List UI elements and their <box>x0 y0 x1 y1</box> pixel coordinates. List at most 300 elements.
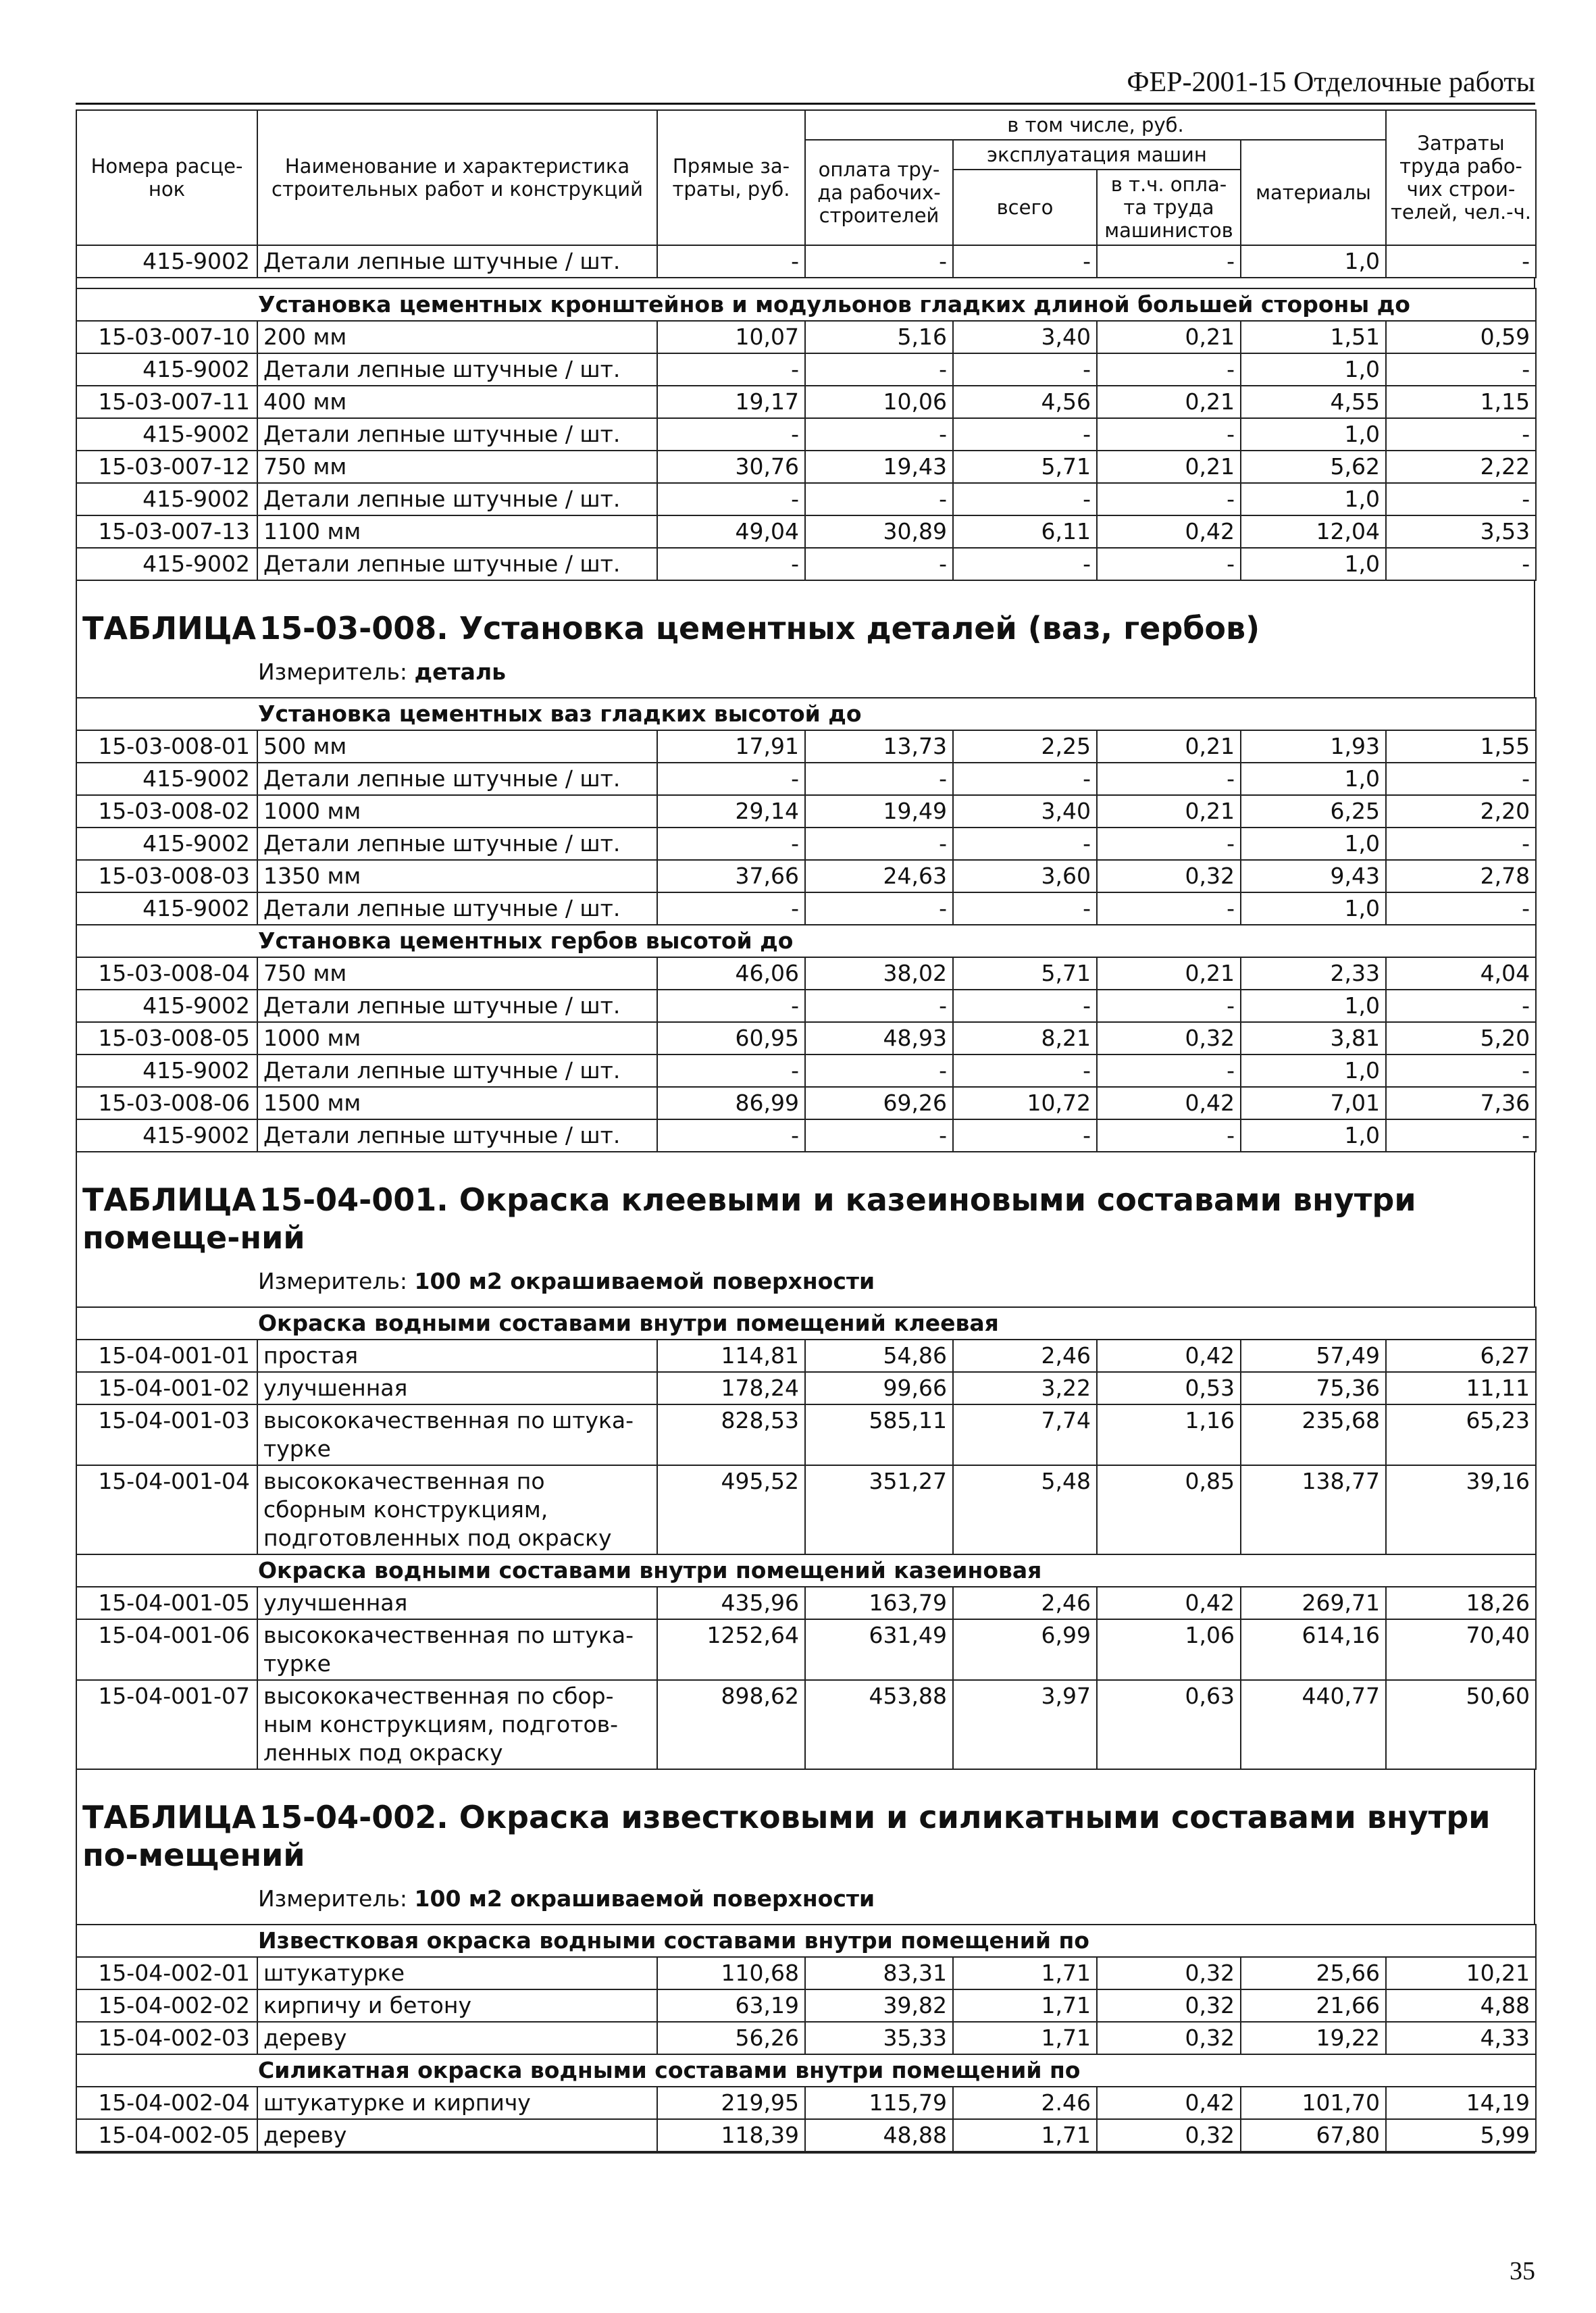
cell-name: 1100 мм <box>257 515 657 548</box>
section-title: Установка цементных ваз гладких высотой до <box>76 698 1536 730</box>
page-header: ФЕР-2001-15 Отделочные работы <box>1127 67 1535 98</box>
table-row <box>76 451 1536 483</box>
section-row <box>76 698 1536 730</box>
cell-direct: - <box>657 763 805 795</box>
col-header-machinists: в т.ч. опла-та труда машинистов <box>1097 170 1241 245</box>
cell-materials: 1,0 <box>1241 245 1386 278</box>
table-row <box>76 2022 1536 2054</box>
cell-code: 415-9002 <box>76 548 257 580</box>
cell-machinists: - <box>1097 763 1241 795</box>
cell-workers: - <box>1386 1119 1536 1152</box>
cell-workers: 2,20 <box>1386 795 1536 828</box>
table-row <box>76 548 1536 580</box>
cell-mach: - <box>953 245 1097 278</box>
cell-workers: 0,59 <box>1386 321 1536 353</box>
cell-direct: 29,14 <box>657 795 805 828</box>
cell-workers: - <box>1386 548 1536 580</box>
cell-workers: 4,04 <box>1386 957 1536 990</box>
cell-code: 15-04-002-05 <box>76 2119 257 2152</box>
cell-code: 415-9002 <box>76 990 257 1022</box>
cell-materials: 2,33 <box>1241 957 1386 990</box>
cell-workers: 18,26 <box>1386 1587 1536 1619</box>
cell-workers: - <box>1386 892 1536 925</box>
section-title: Окраска водными составами внутри помещений клеевая <box>76 1307 1536 1340</box>
cell-direct: 219,95 <box>657 2087 805 2119</box>
cell-code: 415-9002 <box>76 353 257 386</box>
cell-machinists: 0,32 <box>1097 2119 1241 2152</box>
cell-direct: 110,68 <box>657 1957 805 1989</box>
cell-direct: - <box>657 245 805 278</box>
table-row <box>76 1404 1536 1465</box>
cell-name: кирпичу и бетону <box>257 1989 657 2022</box>
cell-workers: 50,60 <box>1386 1680 1536 1769</box>
cell-labor: - <box>805 990 953 1022</box>
cell-direct: 118,39 <box>657 2119 805 2152</box>
cell-machinists: 0,42 <box>1097 1087 1241 1119</box>
cell-machinists: 0,32 <box>1097 1957 1241 1989</box>
col-header-workers: Затраты труда рабо-чих строи-телей, чел.-ч. <box>1386 110 1536 245</box>
cell-labor: 35,33 <box>805 2022 953 2054</box>
cell-name: 750 мм <box>257 957 657 990</box>
cell-name: Детали лепные штучные / шт. <box>257 1054 657 1087</box>
table-row <box>76 1340 1536 1372</box>
cell-labor: - <box>805 353 953 386</box>
cell-mach: 3,40 <box>953 795 1097 828</box>
cell-direct: - <box>657 548 805 580</box>
cell-name: 500 мм <box>257 730 657 763</box>
cell-labor: 24,63 <box>805 860 953 892</box>
table-row <box>76 2087 1536 2119</box>
cell-labor: 5,16 <box>805 321 953 353</box>
cell-workers: 11,11 <box>1386 1372 1536 1404</box>
cell-name: Детали лепные штучные / шт. <box>257 828 657 860</box>
cell-labor: 19,49 <box>805 795 953 828</box>
cell-mach: - <box>953 990 1097 1022</box>
section-row <box>76 288 1536 321</box>
cell-code: 415-9002 <box>76 763 257 795</box>
cell-materials: 1,0 <box>1241 1119 1386 1152</box>
table-title-text: 15-03-008. Установка цементных деталей (ваз, гербов) <box>259 610 1260 646</box>
cell-direct: 63,19 <box>657 1989 805 2022</box>
section-title: Установка цементных кронштейнов и модульонов гладких длиной большей стороны до <box>76 288 1536 321</box>
measure-label: Измеритель: <box>258 1885 408 1912</box>
cell-workers: 4,88 <box>1386 1989 1536 2022</box>
rate-table <box>76 278 1535 593</box>
cell-labor: 83,31 <box>805 1957 953 1989</box>
table-row <box>76 386 1536 418</box>
cell-machinists: 0,21 <box>1097 730 1241 763</box>
cell-code: 415-9002 <box>76 1054 257 1087</box>
cell-name: дереву <box>257 2022 657 2054</box>
cell-mach: 5,48 <box>953 1465 1097 1554</box>
cell-machinists: 0,32 <box>1097 1989 1241 2022</box>
cell-labor: - <box>805 1119 953 1152</box>
cell-materials: 5,62 <box>1241 451 1386 483</box>
cell-materials: 269,71 <box>1241 1587 1386 1619</box>
cell-mach: 6,99 <box>953 1619 1097 1680</box>
cell-machinists: - <box>1097 1119 1241 1152</box>
table-label: ТАБЛИЦА <box>82 1181 257 1218</box>
cell-machinists: - <box>1097 1054 1241 1087</box>
cell-workers: 4,33 <box>1386 2022 1536 2054</box>
cell-materials: 138,77 <box>1241 1465 1386 1554</box>
cell-direct: - <box>657 483 805 515</box>
cell-materials: 1,0 <box>1241 548 1386 580</box>
rate-table <box>76 1165 1535 1782</box>
table-title <box>76 1782 1535 1878</box>
cell-materials: 440,77 <box>1241 1680 1386 1769</box>
cell-code: 415-9002 <box>76 1119 257 1152</box>
cell-name: высококачественная по сборным конструкциям, подготовленных под окраску <box>257 1465 657 1554</box>
table-row <box>76 483 1536 515</box>
cell-mach: 1,71 <box>953 1957 1097 1989</box>
table-title-text: 15-04-001. Окраска клеевыми и казеиновыми составами внутри помеще-ний <box>82 1181 1416 1256</box>
cell-mach: - <box>953 828 1097 860</box>
cell-machinists: 0,32 <box>1097 2022 1241 2054</box>
cell-name: 750 мм <box>257 451 657 483</box>
cell-materials: 1,0 <box>1241 892 1386 925</box>
cell-machinists: 0,42 <box>1097 2087 1241 2119</box>
cell-name: улучшенная <box>257 1587 657 1619</box>
rate-grid <box>76 288 1537 581</box>
cell-code: 15-04-001-06 <box>76 1619 257 1680</box>
cell-labor: - <box>805 1054 953 1087</box>
cell-name: высококачественная по штука-турке <box>257 1404 657 1465</box>
section-title: Установка цементных гербов высотой до <box>76 925 1536 957</box>
cell-direct: - <box>657 828 805 860</box>
table-row <box>76 1587 1536 1619</box>
cell-materials: 12,04 <box>1241 515 1386 548</box>
table-title-text: 15-04-002. Окраска известковыми и силикатными составами внутри по-мещений <box>82 1799 1491 1873</box>
table-row <box>76 1619 1536 1680</box>
cell-direct: 17,91 <box>657 730 805 763</box>
cell-direct: 435,96 <box>657 1587 805 1619</box>
table-row <box>76 1087 1536 1119</box>
cell-direct: 30,76 <box>657 451 805 483</box>
measure-line <box>76 651 1535 697</box>
cell-code: 15-04-002-04 <box>76 2087 257 2119</box>
cell-labor: 48,88 <box>805 2119 953 2152</box>
cell-machinists: 0,53 <box>1097 1372 1241 1404</box>
cell-workers: 6,27 <box>1386 1340 1536 1372</box>
cell-materials: 1,0 <box>1241 353 1386 386</box>
cell-code: 15-03-008-05 <box>76 1022 257 1054</box>
cell-name: высококачественная по штука-турке <box>257 1619 657 1680</box>
cell-labor: 19,43 <box>805 451 953 483</box>
cell-code: 15-03-007-12 <box>76 451 257 483</box>
cell-mach: 8,21 <box>953 1022 1097 1054</box>
cell-direct: 60,95 <box>657 1022 805 1054</box>
cell-mach: 2,46 <box>953 1587 1097 1619</box>
cell-mach: 7,74 <box>953 1404 1097 1465</box>
cell-direct: 178,24 <box>657 1372 805 1404</box>
rate-grid <box>76 1924 1537 2152</box>
spacer <box>76 581 1535 593</box>
measure-value: 100 м2 окрашиваемой поверхности <box>414 1268 875 1294</box>
cell-labor: 13,73 <box>805 730 953 763</box>
cell-direct: 49,04 <box>657 515 805 548</box>
cell-materials: 4,55 <box>1241 386 1386 418</box>
cell-materials: 235,68 <box>1241 1404 1386 1465</box>
cell-workers: - <box>1386 1054 1536 1087</box>
cell-name: дереву <box>257 2119 657 2152</box>
table-title <box>76 1165 1535 1261</box>
cell-name: простая <box>257 1340 657 1372</box>
cell-mach: - <box>953 483 1097 515</box>
cell-name: Детали лепные штучные / шт. <box>257 418 657 451</box>
cell-machinists: 0,42 <box>1097 1587 1241 1619</box>
table-row <box>76 515 1536 548</box>
cell-name: 400 мм <box>257 386 657 418</box>
cell-code: 15-03-007-10 <box>76 321 257 353</box>
cell-machinists: 0,21 <box>1097 795 1241 828</box>
col-header-name: Наименование и характеристика строительных работ и конструкций <box>257 110 657 245</box>
cell-direct: - <box>657 1119 805 1152</box>
cell-code: 415-9002 <box>76 892 257 925</box>
cell-workers: 10,21 <box>1386 1957 1536 1989</box>
cell-workers: - <box>1386 245 1536 278</box>
cell-code: 15-03-007-13 <box>76 515 257 548</box>
table-row <box>76 1989 1536 2022</box>
cell-materials: 614,16 <box>1241 1619 1386 1680</box>
cell-labor: 30,89 <box>805 515 953 548</box>
cell-mach: 4,56 <box>953 386 1097 418</box>
cell-labor: 631,49 <box>805 1619 953 1680</box>
cell-machinists: 0,32 <box>1097 1022 1241 1054</box>
cell-machinists: 0,85 <box>1097 1465 1241 1554</box>
table-row <box>76 990 1536 1022</box>
cell-materials: 1,0 <box>1241 1054 1386 1087</box>
cell-materials: 101,70 <box>1241 2087 1386 2119</box>
cell-labor: 585,11 <box>805 1404 953 1465</box>
cell-code: 15-03-008-02 <box>76 795 257 828</box>
cell-code: 15-04-002-01 <box>76 1957 257 1989</box>
cell-labor: - <box>805 483 953 515</box>
cell-mach: - <box>953 1119 1097 1152</box>
cell-mach: 6,11 <box>953 515 1097 548</box>
table-row <box>76 1372 1536 1404</box>
cell-materials: 21,66 <box>1241 1989 1386 2022</box>
cell-machinists: 0,63 <box>1097 1680 1241 1769</box>
cell-materials: 25,66 <box>1241 1957 1386 1989</box>
col-header-machines-total: всего <box>953 170 1097 245</box>
cell-workers: - <box>1386 990 1536 1022</box>
cell-direct: 114,81 <box>657 1340 805 1372</box>
cell-name: 1350 мм <box>257 860 657 892</box>
cell-workers: 2,22 <box>1386 451 1536 483</box>
measure-line <box>76 1261 1535 1306</box>
cell-mach: 5,71 <box>953 957 1097 990</box>
cell-mach: - <box>953 548 1097 580</box>
table-row <box>76 2119 1536 2152</box>
col-header-materials: материалы <box>1241 140 1386 245</box>
cell-labor: 453,88 <box>805 1680 953 1769</box>
cell-code: 15-03-008-03 <box>76 860 257 892</box>
cell-workers: 70,40 <box>1386 1619 1536 1680</box>
cell-materials: 75,36 <box>1241 1372 1386 1404</box>
cell-direct: 495,52 <box>657 1465 805 1554</box>
cell-materials: 1,51 <box>1241 321 1386 353</box>
cell-materials: 1,0 <box>1241 483 1386 515</box>
cell-mach: 3,60 <box>953 860 1097 892</box>
cell-mach: 3,22 <box>953 1372 1097 1404</box>
cell-machinists: 0,21 <box>1097 386 1241 418</box>
cell-materials: 57,49 <box>1241 1340 1386 1372</box>
cell-code: 415-9002 <box>76 828 257 860</box>
table-row <box>76 1957 1536 1989</box>
cell-direct: - <box>657 1054 805 1087</box>
cell-code: 415-9002 <box>76 245 257 278</box>
cell-materials: 3,81 <box>1241 1022 1386 1054</box>
cell-mach: 5,71 <box>953 451 1097 483</box>
section-row <box>76 2054 1536 2087</box>
cell-code: 15-03-007-11 <box>76 386 257 418</box>
cell-workers: 3,53 <box>1386 515 1536 548</box>
cell-direct: 828,53 <box>657 1404 805 1465</box>
table-row <box>76 730 1536 763</box>
cell-name: Детали лепные штучные / шт. <box>257 245 657 278</box>
cell-labor: 115,79 <box>805 2087 953 2119</box>
table-row <box>76 1465 1536 1554</box>
cell-workers: 65,23 <box>1386 1404 1536 1465</box>
cell-labor: - <box>805 828 953 860</box>
cell-materials: 1,0 <box>1241 418 1386 451</box>
measure-label: Измеритель: <box>258 1268 408 1294</box>
cell-name: 1000 мм <box>257 795 657 828</box>
cell-mach: - <box>953 418 1097 451</box>
cell-name: Детали лепные штучные / шт. <box>257 990 657 1022</box>
column-header-table <box>76 109 1537 278</box>
section-row <box>76 1307 1536 1340</box>
cell-code: 415-9002 <box>76 418 257 451</box>
cell-mach: 2,25 <box>953 730 1097 763</box>
cell-machinists: - <box>1097 548 1241 580</box>
cell-name: 1500 мм <box>257 1087 657 1119</box>
cell-machinists: - <box>1097 892 1241 925</box>
cell-materials: 1,0 <box>1241 763 1386 795</box>
cell-direct: 19,17 <box>657 386 805 418</box>
cell-materials: 19,22 <box>1241 2022 1386 2054</box>
section-row <box>76 925 1536 957</box>
cell-materials: 1,0 <box>1241 828 1386 860</box>
cell-code: 15-04-001-03 <box>76 1404 257 1465</box>
cell-code: 15-04-001-04 <box>76 1465 257 1554</box>
cell-labor: 39,82 <box>805 1989 953 2022</box>
cell-mach: - <box>953 1054 1097 1087</box>
measure-value: деталь <box>414 659 506 685</box>
table-row <box>76 795 1536 828</box>
spacer <box>76 278 1535 288</box>
cell-name: Детали лепные штучные / шт. <box>257 892 657 925</box>
cell-mach: 2,46 <box>953 1340 1097 1372</box>
measure-line <box>76 1878 1535 1924</box>
cell-labor: 38,02 <box>805 957 953 990</box>
cell-mach: 3,40 <box>953 321 1097 353</box>
cell-machinists: 0,21 <box>1097 321 1241 353</box>
cell-direct: 10,07 <box>657 321 805 353</box>
cell-code: 415-9002 <box>76 483 257 515</box>
cell-name: Детали лепные штучные / шт. <box>257 1119 657 1152</box>
cell-machinists: 0,21 <box>1097 451 1241 483</box>
cell-workers: 5,99 <box>1386 2119 1536 2152</box>
cell-labor: 163,79 <box>805 1587 953 1619</box>
table-title <box>76 593 1535 651</box>
page-number: 35 <box>1510 2257 1535 2285</box>
cell-mach: 1,71 <box>953 2119 1097 2152</box>
col-header-code: Номера расце-нок <box>76 110 257 245</box>
cell-code: 15-03-008-06 <box>76 1087 257 1119</box>
cell-workers: - <box>1386 483 1536 515</box>
cell-direct: 1252,64 <box>657 1619 805 1680</box>
cell-name: Детали лепные штучные / шт. <box>257 483 657 515</box>
cell-machinists: 1,06 <box>1097 1619 1241 1680</box>
cell-materials: 7,01 <box>1241 1087 1386 1119</box>
cell-workers: 5,20 <box>1386 1022 1536 1054</box>
table-label: ТАБЛИЦА <box>82 610 257 646</box>
table-row <box>76 1680 1536 1769</box>
cell-workers: - <box>1386 418 1536 451</box>
cell-code: 15-04-001-02 <box>76 1372 257 1404</box>
cell-direct: - <box>657 990 805 1022</box>
cell-labor: 10,06 <box>805 386 953 418</box>
cell-direct: 56,26 <box>657 2022 805 2054</box>
cell-name: Детали лепные штучные / шт. <box>257 548 657 580</box>
cell-mach: - <box>953 892 1097 925</box>
cell-mach: - <box>953 353 1097 386</box>
cell-code: 15-04-001-01 <box>76 1340 257 1372</box>
rate-grid <box>76 1306 1537 1770</box>
cell-direct: 46,06 <box>657 957 805 990</box>
table-row <box>76 1022 1536 1054</box>
col-header-machines: эксплуатация машин <box>953 140 1241 170</box>
section-row <box>76 1554 1536 1587</box>
rate-table <box>76 1782 1535 2154</box>
section-title: Силикатная окраска водными составами внутри помещений по <box>76 2054 1536 2087</box>
cell-code: 15-04-002-03 <box>76 2022 257 2054</box>
cell-direct: - <box>657 892 805 925</box>
cell-labor: 54,86 <box>805 1340 953 1372</box>
cell-direct: - <box>657 353 805 386</box>
cell-direct: - <box>657 418 805 451</box>
cell-machinists: 0,32 <box>1097 860 1241 892</box>
cell-workers: 39,16 <box>1386 1465 1536 1554</box>
spacer <box>76 1770 1535 1782</box>
cell-materials: 9,43 <box>1241 860 1386 892</box>
table-label: ТАБЛИЦА <box>82 1799 257 1835</box>
cell-labor: - <box>805 548 953 580</box>
cell-machinists: - <box>1097 418 1241 451</box>
cell-direct: 86,99 <box>657 1087 805 1119</box>
cell-labor: - <box>805 892 953 925</box>
cell-direct: 898,62 <box>657 1680 805 1769</box>
cell-machinists: 0,21 <box>1097 957 1241 990</box>
table-row <box>76 321 1536 353</box>
document-body <box>76 109 1535 2154</box>
table-row <box>76 418 1536 451</box>
cell-labor: - <box>805 245 953 278</box>
cell-code: 15-04-002-02 <box>76 1989 257 2022</box>
header-rule <box>76 103 1535 105</box>
measure-label: Измеритель: <box>258 659 408 685</box>
cell-labor: - <box>805 418 953 451</box>
cell-materials: 1,0 <box>1241 990 1386 1022</box>
cell-workers: - <box>1386 353 1536 386</box>
cell-direct: 37,66 <box>657 860 805 892</box>
col-header-direct: Прямые за-траты, руб. <box>657 110 805 245</box>
rate-table <box>76 593 1535 1165</box>
cell-machinists: - <box>1097 828 1241 860</box>
cell-workers: 1,55 <box>1386 730 1536 763</box>
